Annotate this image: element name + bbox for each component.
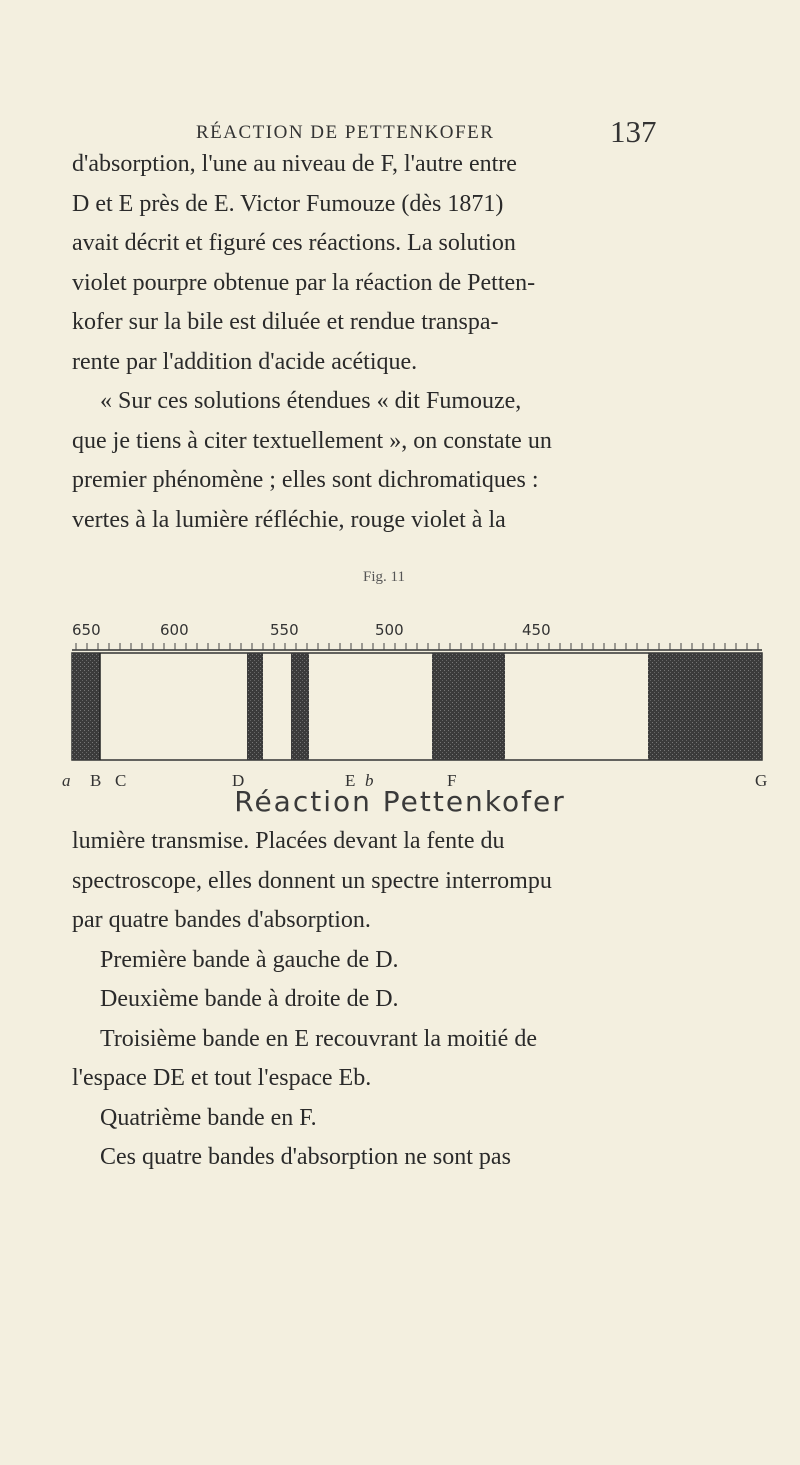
text-line: Deuxième bande à droite de D. bbox=[100, 986, 399, 1012]
absorption-band-2 bbox=[291, 653, 309, 760]
text-line: Quatrième bande en F. bbox=[100, 1104, 317, 1131]
paragraph-top bbox=[72, 145, 738, 540]
fraunhofer-line-label: D bbox=[232, 771, 245, 790]
absorption-band-3 bbox=[432, 653, 505, 760]
figure-title: Réaction Pettenkofer bbox=[234, 785, 566, 818]
figure-caption: Fig. 11 bbox=[363, 569, 405, 585]
fraunhofer-line-label: E bbox=[345, 771, 356, 790]
text-line: vertes à la lumière réfléchie, rouge violet à la bbox=[72, 506, 506, 533]
fraunhofer-line-label: F bbox=[447, 771, 457, 790]
absorption-band-1 bbox=[247, 653, 263, 760]
text-line: violet pourpre obtenue par la réaction de Petten- bbox=[72, 269, 536, 296]
text-line: Première bande à gauche de D. bbox=[100, 946, 399, 973]
fraunhofer-line-label: G bbox=[755, 771, 768, 790]
text-line: « Sur ces solutions étendues « dit Fumouze, bbox=[100, 388, 522, 414]
wavelength-tick-label: 650 bbox=[72, 621, 101, 639]
spectrum-diagram bbox=[0, 590, 800, 790]
absorption-band-4 bbox=[648, 653, 762, 760]
text-line: l'espace DE et tout l'espace Eb. bbox=[72, 1065, 372, 1091]
fraunhofer-line-label: b bbox=[365, 771, 374, 790]
running-header bbox=[0, 114, 800, 149]
fraunhofer-line-label: a bbox=[62, 771, 71, 790]
wavelength-tick-label: 500 bbox=[375, 621, 404, 639]
fraunhofer-line-label: B bbox=[90, 771, 102, 790]
text-line: lumière transmise. Placées devant la fente du bbox=[72, 828, 505, 854]
page-number: 137 bbox=[610, 114, 657, 149]
text-line: par quatre bandes d'absorption. bbox=[72, 907, 371, 933]
text-line: que je tiens à citer textuellement », on constate un bbox=[72, 427, 552, 454]
paragraph-bottom bbox=[72, 822, 738, 1178]
running-title: RÉACTION DE PETTENKOFER bbox=[196, 122, 495, 143]
text-line: D et E près de E. Victor Fumouze (dès 1871) bbox=[72, 190, 504, 217]
text-line: premier phénomène ; elles sont dichromatiques : bbox=[72, 467, 539, 493]
text-line: rente par l'addition d'acide acétique. bbox=[72, 348, 418, 375]
text-line: Ces quatre bandes d'absorption ne sont pas bbox=[100, 1144, 511, 1170]
wavelength-tick-label: 550 bbox=[270, 621, 299, 639]
absorption-band-red-edge bbox=[72, 653, 100, 760]
fraunhofer-line-label: C bbox=[115, 771, 127, 790]
text-line: Troisième bande en E recouvrant la moitié de bbox=[100, 1025, 537, 1052]
text-line: kofer sur la bile est diluée et rendue transpa- bbox=[72, 309, 499, 335]
wavelength-tick-label: 450 bbox=[522, 621, 551, 639]
text-line: spectroscope, elles donnent un spectre interrompu bbox=[72, 867, 552, 894]
wavelength-tick-label: 600 bbox=[160, 621, 189, 639]
text-line: avait décrit et figuré ces réactions. La solution bbox=[72, 230, 516, 256]
text-line: d'absorption, l'une au niveau de F, l'autre entre bbox=[72, 151, 517, 177]
